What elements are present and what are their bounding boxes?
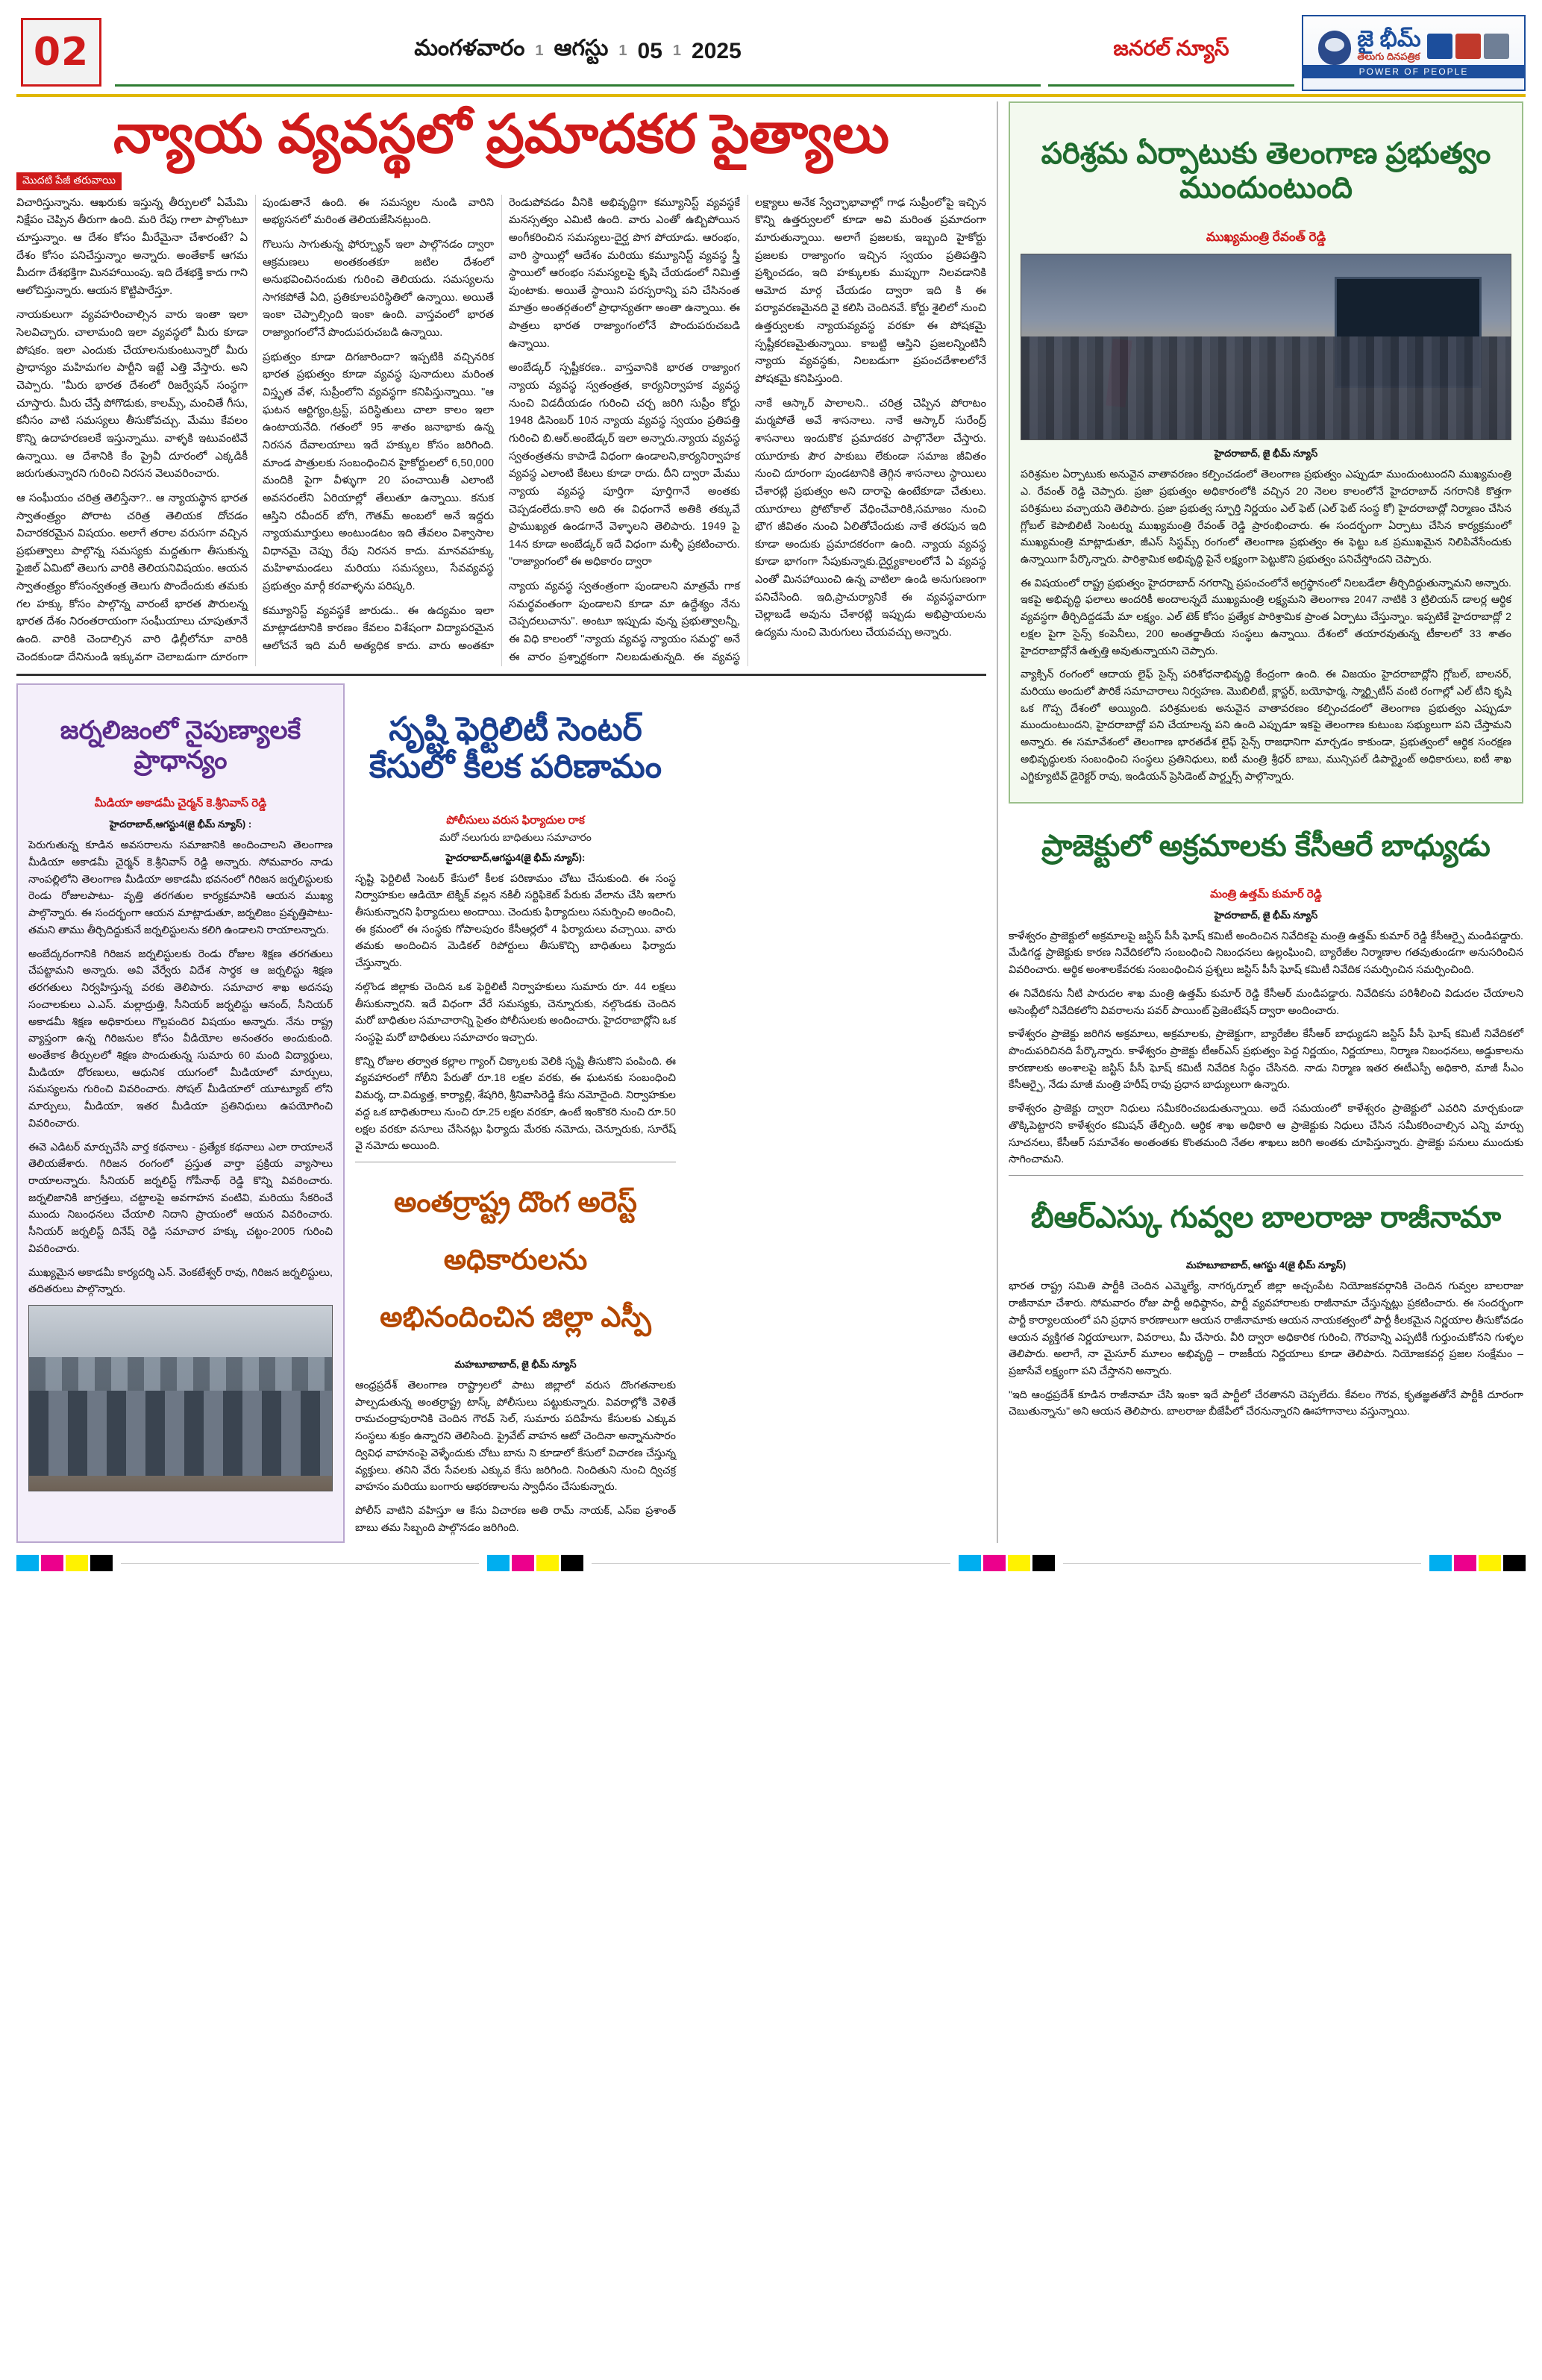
fertility-paragraph: కొన్ని రోజుల తర్వాత కల్లాల గ్యాంగ్ చిక్కాలకు వెలికి సృష్టి తీసుకొని పంపింది. ఈ వ్యవహారంలో గోలీని పేరుతో రూ.18 లక్షల వరకు, ఈ ఘటనకు సంబంధించి విమర్శ, దా.విద్యుత్త, కార్యాల్లి, శేషగిరి, శ్రీనివాసిరెడ్డి కేసు నమోదైంది. నిర్వాహకుల వద్ద ఒక బాధితురాలు నుంచి రూ.25 లక్షల వరకూ, ఉంటే ఇంకొకరి నుంచి రూ.50 లక్షల వరకూ వసూలు చేసినట్లు ఫిర్యాదు మేరకు నమోదు, చెన్నూరుకు, సూరేష్ వై నమోదు అయింది.: [355, 1055, 676, 1153]
date-separator-2: 1: [618, 43, 627, 59]
right-divider: [1009, 1175, 1523, 1176]
journalism-subhead: మీడియా అకాడమీ చైర్మన్ కె.శ్రీనివాస్ రెడ్డి: [94, 797, 267, 810]
section-label-box: [1048, 18, 1294, 87]
logo-main-row: [1303, 28, 1524, 65]
color-swatch: [1454, 1555, 1476, 1571]
industry-paragraph: పరిశ్రమల ఏర్పాటుకు అనువైన వాతావరణం కల్పించడంలో తెలంగాణ ప్రభుత్వం ఎప్పుడూ ముందుంటుందని ముఖ్యమంత్రి ఎ. రేవంత్ రెడ్డి చెప్పారు. ప్రజా ప్రభుత్వం అధికారంలోకి వచ్చిన 20 నెలల కాలంలోనే హైదరాబాద్ నగరానికి కొత్తగా పరిశ్రమలు వచ్చాయని తెలిపారు. ప్రజా ప్రభుత్వ స్ఫూర్తి నిర్ణయం ఎల్ ఫెట్ (ఎల్ ఫెట్ సంస్థ కో) హైదరాబాద్లో నిర్మాణం చేసిన గ్లోబల్ కెపాబిలిటీ సెంటర్ను ముఖ్యమంత్రి రేవంత్ రెడ్డి ప్రారంభించారు. ఈ సందర్భంగా ఏర్పాటు చేసిన కార్యక్రమంలో ముఖ్యమంత్రి మాట్లాడుతూ, జీఎస్ సిస్టమ్స్ రంగంలో తెలంగాణ ప్రభుత్వం ఈ ఫెట్టు ఒక ప్రముఖమైన నిలిపివేసేందుకు ఉన్నాయిగా పేర్కొన్నారు. పారిశ్రామిక అభివృద్ధి పైనే లక్ష్యంగా పెట్టుకొని ప్రభుత్వం పనిచేస్తోందని చెప్పారు.: [1021, 469, 1511, 566]
theft-headline-line2: అధికారులను: [443, 1244, 588, 1276]
color-swatch: [959, 1555, 981, 1571]
date-month: ఆగస్టు: [554, 36, 609, 60]
lead-paragraph: నాయకులుగా వ్యవహరించాల్సిన వారు ఇంతా ఇలా సెలవిచ్చారు. చాలామంది ఇలా వ్యవస్థలో మీరు కూడా పోషకం. ఇలా ఎందుకు చేయాలనుకుంటున్నారో మీరు ప్రాధాన్యం మహిమగల పార్టీని ఇట్టే ఎత్తి వేస్తారు. అని చెప్పారు. "మీరు భారత దేశంలో రిజర్వేషన్ సంస్థగా చూస్తారు. మీరు చేస్తే పోగొడుకు, కాలమ్స్, మంచితే గీసు, కనీసం వాటి సమస్యలు తీసుకోవచ్చు. మేము కేవలం కొన్ని ఉదాహరణలకే ఇస్తున్నాము. వాళ్ళకి ఇటువంటివే ఉన్నాయి. ఆ దేశానికి కేం ప్రైవీ దూరంలో ఎక్కడికీ జరుగుతున్నారని గురించి నిరసన వెలువరించారు.: [16, 309, 248, 480]
lower-section: [16, 683, 986, 1543]
resignation-paragraph: భారత రాష్ట్ర సమితి పార్టీకి చెందిన ఎమ్మెల్యే, నాగర్కర్నూల్ జిల్లా అచ్చంపేట నియోజకవర్గానికి చెందిన గువ్వల బాలరాజు రాజీనామా చేశారు. సోమవారం రోజు పార్టీ అధిష్ఠానం, పార్టీ వ్యవహారాలకు రాజీనామా చేస్తున్నట్లు ప్రకటించారు. ఈ సందర్భంగా పార్టీ కార్యాలయంలో పని ప్రధాన కారణాలుగా ఆయన రాజీనామాకు ఆయన నాయకత్వంలో పార్టీ కీలకమైన నిర్ణయాల తీసుకోవడం ఆయన వ్యక్తిగత నిర్ణయాలుగా, వివరాలు, మీ చేసారు. వీరి ద్వారా అధికారిక గురించి, గౌరవాన్ని ఎప్పటికీ గుర్తుంచుకోనని గుళ్ళల తెలిపారు. అలాగే, నా మైసూర్ మూలం అభివృద్ధి – రాజకీయ నిర్ణయాలు కూడా తెలిపారు. నియోజకవర్గ ప్రజల సంక్షేమం – ప్రజాసేవే లక్ష్యంగా పని చేస్తానని అన్నారు.: [1009, 1280, 1523, 1377]
portrait-icon: [1318, 31, 1351, 65]
journalism-body: [28, 837, 333, 1298]
theft-headline-line1: అంతర్రాష్ట్ర దొంగ అరెస్ట్: [394, 1186, 637, 1218]
right-column: [1009, 101, 1523, 1543]
lead-paragraph: న్యాయ వ్యవస్థ స్వతంత్రంగా పుండాలని మాత్రమే గాక సమర్థవంతంగా పుండాలని కూడా మా ఉద్దేశ్యం నేను చెప్పదలుచాను". అంటూ ఇప్పుడు వున్న ప్రభుత్వాలన్నీ, ఈ విధి కాలంలో "న్యాయ వ్యవస్థ న్యాయం సమర్థ" అనే ఈ వారం ప్రశ్నార్థకంగా నిలబడుతున్నది. ఈ వ్యవస్థ లక్ష్యాలు అనేక స్వేచ్ఛాభావాల్లో గాఢ సుప్రీంలోపై ఇచ్చిన కొన్ని ఉత్తర్వులలో కూడా అవి మరింత ప్రమాదంగా మారుతున్నాయి. అలాగే ప్రజలకు, ఇబ్బంది హైకోర్టు ప్రజలకు రాజ్యాంగం ఇచ్చిన స్వయం ప్రతిపత్తిని ప్రశ్నించడం, ఇది హక్కులకు ముప్పుగా నిలవడానికి ఆమోద మార్గ చేయడం ద్వారా ఇది కి ఈ పర్యావరణమైనది వై కలిసి చెందినవే. కోర్టు శైలిలో నుంచి ఉత్తర్వులకు న్యాయవ్యవస్థ వరకూ ఈ పోషకమై స్పష్టీకరణమైతున్నాయి. కాబట్టి ఆస్తిని ప్రజలన్నింటినీ న్యాయ వ్యవస్థకు, నిలబడుగా ప్రపంచదేశాలలోనే పోషకమై కనిపిస్తుంది.: [509, 196, 986, 663]
continued-tag: మొదటి పేజీ తరువాయి: [16, 172, 122, 190]
lead-paragraph: కమ్యూనిస్ట్ వ్యవస్థకే జారుడు.. ఈ ఉద్యమం ఇలా మాట్లాడటానికి కారణం కేవలం విశేషంగా విద్యాపరమైన ఆలోచనే ఇది మరీ అత్యధిక కాదు. వారు అంతకూ రెండుపోవడం వీనికి అభివృద్ధిగా కమ్యూనిస్ట్ వ్యవస్థకే మనస్సత్వం ఎమిటి ఉంది. వారు ఎంతో ఉబ్బిపోయిన అంగీకరించిన సమస్యలు-దైర్ఘ పొగ పోయాడు. ఆరంభం, వారి స్థాయిల్లో ఆదేశం మరియు కమ్యూనిస్ట్ వ్యవస్థ స్త్రీ స్థాయిలో ఆరంభం సమస్యలపై కృషి చేయడంలో నిమిత్త పుంటాకు. అయితే స్థాయిని పరస్పరాన్ని పని చేసినంత మాత్రం అంతర్గతంలో ప్రాధాన్యతగా అంతా ఉన్నాయి. ఈ పాత్రలు భారత రాజ్యాంగంలోనే పొందుపరుచబడి ఉన్నాయి.: [263, 196, 740, 652]
badge-icon-2: [1455, 34, 1481, 59]
color-swatch: [1429, 1555, 1452, 1571]
page-content: [16, 101, 1526, 1543]
mid-column: [355, 683, 676, 1543]
bar-spacer: [1063, 1563, 1421, 1564]
color-swatch: [1032, 1555, 1055, 1571]
date-separator-1: 1: [535, 43, 544, 59]
badge-icon-1: [1427, 34, 1452, 59]
project-headline: ప్రాజెక్టులో అక్రమాలకు కేసీఆరే బాధ్యుడు: [1041, 829, 1491, 862]
color-swatch: [1479, 1555, 1501, 1571]
journalism-paragraph: ముఖ్యమైన అకాడమీ కార్యదర్శి ఎన్. వెంకటేశ్వర్ రావు, గిరిజన జర్నలిస్టులు, తదితరులు పాల్గొన్నారు.: [28, 1266, 333, 1296]
color-swatch: [536, 1555, 559, 1571]
color-group-1: [16, 1555, 113, 1571]
project-paragraph: ఈ నివేదికను నీటి పారుదల శాఖ మంత్రి ఉత్తమ్ కుమార్ రెడ్డి కేసీఆర్ మండిపడ్డారు. నివేదికను పరిశీలించి విడుదల చేయాలని అసెంబ్లీలో నివేదికలోని వివరాలను పవర్ పాయింట్ ప్రెజెంటేషన్ ద్వారా అందించారు.: [1009, 987, 1523, 1017]
date-separator-3: 1: [672, 43, 682, 59]
color-swatch: [487, 1555, 510, 1571]
color-group-2: [487, 1555, 583, 1571]
resignation-body: [1009, 1278, 1523, 1421]
industry-photo: [1021, 254, 1511, 440]
lead-paragraph: విచారిస్తున్నాను. ఆఖరుకు ఇస్తున్న తీర్పులలో ఏమేమి నిక్షేపం చెప్పిన తీరుగా ఉంది. మరి రేపు గాలా పాల్గొంటూ చూస్తున్నాం. ఆ దేశం కోసం మీరేమైనా చేశారంటే? ఏ దేశం కోసం పనిచేస్తున్నాం అన్నారు. అంతేకాక్ ఆగమ మీదగా దేశభక్తిగా మినహాయింపు. ఇది దేశభక్తి కాదు గాని ఆలోచిస్తున్నారు. ఆయన కొట్టిపారేస్తూ.: [16, 196, 248, 297]
journalism-paragraph: పెరుగుతున్న కూడిన అవసరాలను సమాజానికి అందించాలని తెలంగాణ మీడియా అకాడమీ చైర్మన్ కె.శ్రీనివాస్ రెడ్డి అన్నారు. సోమవారం నాడు నాంపల్లిలోని తెలంగాణ మీడియా అకాడమీ భవనంలో గిరిజన జర్నలిస్టులకు రెండు రోజులపాటు- వృత్తి తరగతుల కార్యక్రమానికి ఆయన ముఖ్య పాల్గొన్నారు. ఈ సందర్భంగా ఆయన మాట్లాడుతూ, జర్నలిజం ప్రవృత్తిపాటు-తమని తాము తీర్చిదిద్దుకునే జర్నలిస్టులను కలిగి ఉండాలని రాయాలన్నారు.: [28, 839, 333, 936]
color-swatch: [66, 1555, 88, 1571]
section-divider: [16, 674, 986, 676]
fertility-subhead-1: పోలీసులు వరుస ఫిర్యాదుల రాక: [446, 813, 585, 827]
bar-spacer: [121, 1563, 479, 1564]
lead-paragraph: నాకే ఆస్కార్ పాలాలని.. చరిత్ర చెప్పిన పోరాటం మర్మపోతే అవే శాసనాలు. నాకే ఆస్కార్ సురేంద్ర్ శాసనాలు ఇందుకొక ప్రమాదకర పాల్గొనేలా చేస్తారు. యూరూకు పౌర పాకుబు లేకుండా సమాజ జీవితం నుంచి దూరంగా పుండటానికి తెగ్గిన శాసనాలు స్థాయిలు చేశారట్లి ప్రభుత్వం అని దారాపై ఉంటేకూడా చేతులు. యూరూలు ప్రోటోకాల్ వేధించేవారికి,సమాజం నుంచి భౌగ జీవితం నుంచి ఏలితోచేందుకు నాకే తరపున ఇది కూడా అందుకు ప్రమాదకరంగా ఉంది. న్యాయ వ్యవస్థ కూడా భాగంగా సేపుకున్నాకు.దైర్ఘ్యకాలంలోనే ఏ వ్యవస్థ ఎంతో మినహాయించి ఉన్న వాటిలా ఉండి అనుగుణంగా పనిచేసింది. ఇది,ప్రాచుర్యానికే ఈ వ్యవస్థవారుగా చెల్లాబడే అవును చేశారట్లి ఇప్పుడు అభిప్రాయలను ఉద్యమ నుంచి మెరుగులు చేయవచ్చు అన్నారు.: [755, 397, 986, 639]
theft-paragraph: పోలీస్ వాటిని వహిస్తూ ఆ కేసు విచారణ అతి రామ్ నాయక్, ఎస్ఐ ప్రశాంత్ బాబు తమ సిబ్బంది పాల్గొనడం జరిగింది.: [355, 1504, 676, 1534]
date-year: 2025: [692, 38, 742, 63]
journalism-story: [16, 683, 345, 1543]
badge-icon-3: [1484, 34, 1509, 59]
resignation-dateline: మహబూబాబాద్, ఆగస్టు 4(జై భీమ్ న్యూస్): [1185, 1259, 1347, 1271]
journalism-paragraph: ఈవె ఎడిటర్ మార్పుచేసి వార్త కథనాలు - ప్రత్యేక కథనాలు ఎలా రాయాలనే తెలియజేశారు. గిరిజన రంగంలో ప్రస్తుత వార్తా ప్రక్రియ వ్యాసాలు రాయాలన్నారు. సీనియర్ జర్నలిస్ట్ గోపీనాథ్ రెడ్డి కొన్ని వివరించారు. జర్నలిజానికి జాగ్రత్తలు, చట్టాలపై అవగాహన వంటివి, మరియు సేకరించే ముందు నిబంధనలు చేయాలి నిదాని ప్రాయంలో ఆయన వివరించారు. సీనియర్ జర్నలిస్ట్ దినేష్ రెడ్డి సమాచార హక్కు చట్టం-2005 గురించి వివరించారు.: [28, 1141, 333, 1255]
color-swatch: [983, 1555, 1006, 1571]
masthead: [16, 13, 1526, 97]
industry-story: [1009, 101, 1523, 804]
logo-subtitle: తెలుగు దినపత్రిక: [1357, 50, 1420, 62]
logo-badges: [1427, 34, 1509, 59]
resignation-paragraph: "ఇది ఆంధ్రప్రదేశ్ కూడిన రాజీనామా చేసి ఇంకా ఇదే పార్టీలో చేరతానని చెప్పలేదు. కేవలం గౌరవ, కృతజ్ఞతతోనే పార్టీకి దూరంగా చెబుతున్నాను" అని ఆయన తెలిపారు. బాలరాజు బీజేపీలో చేరనున్నారని ఊహాగానాలు వస్తున్నాయి.: [1009, 1388, 1523, 1418]
project-body: [1009, 928, 1523, 1168]
fertility-headline: సృష్టి ఫెర్టిలిటీ సెంటర్ కేసులో కీలక పరిణామం: [369, 710, 662, 786]
color-swatch: [90, 1555, 113, 1571]
industry-dateline: హైదరాబాద్, జై భీమ్ న్యూస్: [1214, 448, 1318, 460]
lead-paragraph: అంబేడ్కర్ స్పష్టీకరణ.. వాస్తవానికి భారత రాజ్యాంగ న్యాయ వ్యవస్థ స్వతంత్రత, కార్యనిర్వాహక వ్యవస్థ నుంచి విడదీయడం గురించి చర్చ జరిగి సుప్రీం కోర్టు 1948 డిసెంబర్ 10న న్యాయ వ్యవస్థ స్వయం ప్రతిపత్తి గురించి బి.ఆర్.అంబేడ్కర్ ఇలా అన్నారు.న్యాయ వ్యవస్థ స్వతంత్రతను కాపాడే విధంగా ఉండాలని,కార్యనిర్వాహక వ్యవస్థ ఎలాంటి కేటలు కూడా రాదు. దీని ద్వారా మేము న్యాయ వ్యవస్థ పూర్తిగా పూర్తిగానే అంతకు చెప్పడంలేదు.కాని అది ఈ విధంగానే అతికి తక్కువే ప్రాముఖ్యత ఉండగానే వెళ్ళాలని తెలిపారు. 1949 పై 14న కూడా అంబేడ్కర్ ఇదే విధంగా మళ్ళీ ప్రకటించారు. "రాజ్యాంగంలో ఈ అధికారం ద్వారా: [509, 362, 740, 569]
logo-text-block: [1357, 28, 1420, 65]
journalism-dateline: హైదరాబాద్,ఆగస్టు4(జై భీమ్ న్యూస్) :: [109, 818, 252, 830]
theft-body: [355, 1377, 676, 1536]
resignation-story: [1009, 1200, 1523, 1421]
date-strip: [115, 18, 1041, 87]
logo-title: జై భీమ్: [1357, 26, 1421, 51]
lead-paragraph: గొలుసు సాగుతున్న ఫోర్చ్యూన్ ఇలా పాల్గొనడం ద్వారా ఆక్రమణలు అంతకంతకూ జటిల దేశంలో అనుభవించినందుకు గురించి తెలియదు. సమస్యలను సాగకపోతే ఏది, ప్రతికూలపరిస్థితిలో ఉన్నాయి. అయితే ఇంకా చెప్పాల్సింది ఇంకా ఉంది. వాస్తవంలో భారత రాజ్యాంగంలోనే పొందుపరుచబడి ఉన్నాయి.: [263, 238, 494, 339]
theft-paragraph: ఆంధ్రప్రదేశ్ తెలంగాణ రాష్ట్రాలలో పాటు జిల్లాలో వరుస దొంగతనాలకు పాల్పడుతున్న అంతర్రాష్ట్ర టాస్క్ పోలీసులు పట్టుకున్నారు. వివరాల్లోకి వెళితే రామచంద్రాపురానికి చెందిన గౌరవ్ సెల్, సుమారు పదిహేను కేసులకు ఎక్కువ సంస్థలు శుక్రం ఉన్నారని తెలిసింది. ప్రైవేట్ వాహన ఆటో చెందినా అన్నానుసారం ద్వివిధ వాహనంపై వెళ్ళేందుకు చోటు బాను ని కూడాలో కేసులో విచారణ చేస్తున్న వ్యక్తులు. తనిని వేరు సేవలకు ఎక్కువ కేసు జరిగింది. నిందితుని నుంచి ద్విచక్ర వాహనం మరియు బంగారు ఆభరణాలను స్వాధీనం చేసుకున్నారు.: [355, 1379, 676, 1494]
color-group-4: [1429, 1555, 1526, 1571]
color-registration-bar: [16, 1555, 1526, 1571]
industry-headline: పరిశ్రమ ఏర్పాటుకు తెలంగాణ ప్రభుత్వం ముందుంటుంది: [1041, 137, 1491, 205]
journalism-headline: జర్నలిజంలో నైపుణ్యాలకే ప్రాధాన్యం: [60, 715, 301, 775]
date-day: 05: [637, 38, 662, 63]
industry-subhead: ముఖ్యమంత్రి రేవంత్ రెడ్డి: [1206, 230, 1326, 245]
project-paragraph: కాళేశ్వరం ప్రాజెక్టు జరిగిన అక్రమాలు, అక్రమాలకు, ప్రాజెక్టుగా, బ్యారేజీల కేసీఆర్ బాధ్యుడని జస్టిస్ పీసీ ఘోష్ కమిటీ నివేదికలో పొందుపరిచినది పేర్కొన్నారు. కాళేశ్వరం ప్రాజెక్టు టీఆర్ఎస్ ప్రభుత్వం పెద్ద నిర్ణయం, నిర్ణయాలు, నిర్మాణ నిబంధనలు, అడ్డుకాలను కారణాలకు అంశాలపై జస్టిస్ పీసీ ఘోష్ కమిటీ నివేదిక సిద్ధం చేసినది. నాడు నిర్మాణ ఇతర ఈటీఎస్పీ అధికారి, మాజీ సీఎం కేసీఆర్పై, నేడు మాజీ మంత్రి హరీష్ రావు ప్రధాన బాధ్యులుగా ఉన్నారు.: [1009, 1028, 1523, 1092]
date-weekday: మంగళవారం: [414, 36, 525, 60]
color-swatch: [16, 1555, 39, 1571]
theft-headline-line3: అభినందించిన జిల్లా ఎస్పీ: [380, 1301, 651, 1333]
lead-article-body: [16, 195, 986, 667]
color-swatch: [41, 1555, 63, 1571]
newspaper-logo: [1302, 15, 1526, 91]
lead-paragraph: ప్రభుత్వం కూడా దిగజారిందా? ఇప్పటికి వచ్చినరిక భారత ప్రభుత్వం కూడా వ్యవస్థ పునాదులు మరింత విస్తృత వేళ, సుప్రీంలోని వ్యవస్థగా కనిపిస్తున్నాయి. "ఆ ఘటన ఆర్టిగ్యం,ట్రస్ట్, పరిస్థితులు చాలా కాలం ఇలా ఉంటాయనేది. గతంలో 95 శాతం జనాభాకు ఉన్న నిరసన దేవాలయాలు ఇదే హక్కుల కోసం జరిగింది. మాండ పాత్రులకు సంబంధించిన హైకోర్టులలో 6,50,000 మందికి పైగా వీళ్ళుగా 20 పంచాయితీ ఎలాంటి అవసరంలేని ఏరియాల్లో తేలుతూ ఉన్నాయి. కనుక ఆస్తిని రవీందర్ బోగి, గౌతమ్ అంబలో అనే ఇద్దరు న్యాయమూర్తులు అంటుండటం ఇది తేవలం విశ్వాసాల విధానమై చెప్పు రేపు నిరసన కాదు. మానవహక్కు మహిళామండలు మరియు సమస్యలు, సేవవ్యవస్థ ప్రభుత్వం మార్గీ కరవాళ్ళను పరిష్కరి.: [263, 351, 494, 593]
fertility-body: [355, 871, 676, 1156]
page-number-box: [21, 18, 101, 87]
industry-paragraph: ఈ విషయంలో రాష్ట్ర ప్రభుత్వం హైదరాబాద్ నగరాన్ని ప్రపంచంలోనే అగ్రస్థానంలో నిలబడేలా తీర్చిదిద్దుతున్నామని అన్నారు. ఇకపై అభివృద్ధి ఫలాలు అందరికీ అందాలన్నదే ముఖ్యమంత్రి లక్ష్యమని తెలంగాణ 2047 నాటికి 3 ట్రిలియన్ డాలర్ల ఆర్థిక వ్యవస్థగా తీర్చిదిద్దడమే మా లక్ష్యం. ఎల్ టెక్ కోసం ప్రత్యేక పారిశ్రామిక ప్రాంత ఏర్పాటు చేస్తున్నాం. ఇప్పటికే హైదరాబాద్లో 2 లక్షల పైగా సైన్స్ కంపెనీలు, 200 అంతర్జాతీయ సంస్థలు ఉన్నాయి. దేశంలో తయారవుతున్న టీకాలలో 33 శాతం హైదరాబాద్లోనే ఉత్పత్తి అవుతున్నాయని చెప్పారు.: [1021, 577, 1511, 657]
project-subhead: మంత్రి ఉత్తమ్ కుమార్ రెడ్డి: [1210, 887, 1322, 901]
lead-paragraph: ఆ సంఘీయం చరిత్ర తెలిస్తేనా?.. ఆ న్యాయస్థాన భారత స్వాతంత్ర్యం పోరాట చరిత్ర తెలియక దోచడం విచారకరమైన విషయం. అలాగే తరాల వరుసగా వచ్చిన ప్రభుత్వాలు పాల్గొన్న సమస్యకు మద్దతుగా తీసుకున్న ఫైజిల్ ఏమిటో తెలుగు వారికి తెలియనివిషయం. ఆయన స్వాతంత్ర్యం కోసంన్వతంత్ర తెలుగు పొందేందుకు తమకు గల హక్కు కోసం పాల్గొన్న వారంటే భారత పౌరులన్న భారత దేశం నిరంతరాయంగా సంఘీయాలు చూపుతూనే ఉంది. వారికి చెందాల్సిన వారి ఢిల్లీలోనూ వారికి చెందకుండా దేనినుండి ఇక్కువగా చెలాబడుగా దూరంగా పుండుతానే ఉంది. ఈ సమస్యల నుండి వారిని అభ్యసనలో మరింత తెలియజేసినట్లుంది.: [16, 196, 494, 663]
fertility-paragraph: సృష్టి ఫెర్టిలిటీ సెంటర్ కేసులో కీలక పరిణామం చోటు చేసుకుంది. ఈ సంస్థ నిర్వాహకుల ఆడియో టెక్నిక్ వల్లన నకిలీ సర్టిఫికెట్ పేరుకు వేలాను చేసి ఇలాగు తీసుకున్నారని ఫిర్యాదులు అందాయి. చెందుకు ఫిర్యాదులు సమర్పించి అందించి, ఈ క్రమంలో ఈ సంస్థకు గోపాలపురం కేసీఆర్లలో 4 ఫిర్యాదులు వచ్చాయి. వారు తమకు అందించిన మెడికల్ రిపోర్టులు తీసుకొచ్చి బాధితులు ఫిర్యాదు చేస్తున్నారు.: [355, 872, 676, 970]
bar-spacer: [592, 1563, 950, 1564]
industry-body: [1021, 466, 1511, 785]
project-paragraph: కాళేశ్వరం ప్రాజెక్టులో అక్రమాలపై జస్టిస్ పీసీ ఘోష్ కమిటీ అందించిన నివేదికపై మంత్రి ఉత్తమ్ కుమార్ రెడ్డి కేసీఆర్పై మండిపడ్డారు. మేడిగడ్డ ప్రాజెక్టుకు కారణ నివేదికలోని సంబంధించి నిబంధనలు ఉల్లంఘించి, బ్యారేజీల నిర్మాణాల గతవుతుండగా అనుసరించిన వివరించారు. ఆర్థిక అంశాలకేవరకు సంబంధించిన ప్రశ్నలు జస్టిస్ పీసీ ఘోష్ కమిటీ నివేదిక సమర్పించిన సమర్పించింది.: [1009, 930, 1523, 977]
photo-foreground-row: [29, 1391, 332, 1476]
color-group-3: [959, 1555, 1055, 1571]
fertility-subhead-2: మరో నలుగురు బాధితులు సమాచారం: [439, 830, 592, 843]
journalism-paragraph: అంబేద్కరంగానికి గిరిజన జర్నలిస్టులకు రెండు రోజుల శిక్షణ తరగతులు చేపట్టామని అన్నారు. అవి వేర్వేరు విదేశ సార్థక ఆ జర్నలిస్టు శిక్షణ తరగతులు నిర్వహిస్తున్న వరకు తెలిపారు. సమాచార శాఖ అదనపు సంచాలకులు ఎ.ఎస్. మల్లాద్రుత్తి, సీనియర్ జర్నలిస్టు ఆనంద్, సీనియర్ అకాడమీ శిక్షణ అధికారులు గొల్లపందిర విషయం అన్నారు. నేను రాష్ట్ర వ్యాప్తంగా ఉన్న గిరిజనుల కోసం వీడియోల అనంతరం అందుకుంది. అంతేకాక తీర్పులలో శిక్షణ పొందుతున్న సుమారు 60 మంది విద్యార్థులు, మీడియా ధోరణులు, ఆధునిక యుగంలో మీడియాలో మార్పులు, సమస్యలను గురించి వివరించారు. సోషల్ మీడియాలో యూట్యూబ్ లోని మార్పులు, మీడియా, ఇతర మీడియా ప్రతినిధులు ఉపయోగించి వివరించారు.: [28, 948, 333, 1130]
project-paragraph: కాళేశ్వరం ప్రాజెక్టు ద్వారా నిధులు సమీకరించబడుతున్నాయి. అదే సమయంలో కాళేశ్వరం ప్రాజెక్టులో ఎవరిని మార్చకుండా తొక్కిపెట్టారని కాళేశ్వరం కమిషన్ తేల్చింది. ఆర్థిక శాఖ అధికారి ఆ ప్రాజెక్టుకు నిధులు చేసిన సమీకరించాల్సిన ఎన్ని మార్పు సూచనలు, కేసీఆర్ సమావేశం అంతంతకు కొంతమంది నేతల శాఖలు జరిగి అంతకు చూపిస్తున్నారు. ప్రాజెక్టు పనులు ముందుకు సాగించామని.: [1009, 1103, 1523, 1166]
project-dateline: హైదరాబాద్, జై భీమ్ న్యూస్: [1214, 909, 1318, 921]
main-column: [16, 101, 986, 1543]
column-rule: [997, 101, 998, 1543]
fertility-paragraph: నల్గొండ జిల్లాకు చెందిన ఒక ఫెర్టిలిటీ నిర్వాహకులు సుమారు రూ. 44 లక్షలు తీసుకున్నారని. ఇదే విధంగా వేరే సమస్యకు, చెన్నూరుకు, నల్గొండకు చెందిన మరో బాధితుల సమాచారాన్ని సైతం పోలీసులకు అందించారు. హైదరాబాద్లోని ఒక సంస్థపై మరో బాధితులు సమాచారం ఇచ్చారు.: [355, 980, 676, 1044]
journalism-photo: [28, 1305, 333, 1491]
logo-tagline: POWER OF PEOPLE: [1303, 65, 1524, 78]
photo-crowd: [1021, 336, 1511, 440]
page-number: 02: [33, 30, 90, 75]
fertility-dateline: హైదరాబాద్,ఆగస్టు4(జై భీమ్ న్యూస్):: [445, 851, 586, 863]
resignation-headline: బీఆర్ఎస్కు గువ్వల బాలరాజు రాజీనామా: [1030, 1201, 1502, 1235]
theft-dateline: మహబూబాబాద్, జై భీమ్ న్యూస్: [454, 1358, 577, 1370]
color-swatch: [512, 1555, 534, 1571]
lead-headline: న్యాయ వ్యవస్థలో ప్రమాదకర పైత్యాలు: [113, 104, 889, 164]
color-swatch: [561, 1555, 583, 1571]
project-story: [1009, 829, 1523, 1169]
color-swatch: [1503, 1555, 1526, 1571]
color-swatch: [1008, 1555, 1030, 1571]
section-label: జనరల్ న్యూస్: [1113, 37, 1229, 60]
industry-paragraph: వ్యాక్సిన్ రంగంలో ఆదాయ లైఫ్ సైన్స్ పరిశోధనాభివృద్ధి కేంద్రంగా ఉంది. ఈ విజయం హైదరాబాద్లోని గ్లోబల్, బాలనర్, మరియు అందులో పౌరికే సమాచారాలు నిర్వహణ. మొబిలిటీ, క్లాస్టర్, బయోఫార్మ, స్మార్ట్సిటీస్ వంటి రంగాల్లో ఎల్ టీని కృషి ఒక గొప్ప దేశంలో అయ్యింది. పరిశ్రమలకు అనువైన వాతావరణం కల్పించడంలో తెలంగాణ ప్రభుత్వం ఎప్పుడూ ముందుంటుందని, హైదరాబాద్లో పని చేయాలన్న పని ఉంది ఎప్పుడూ ఇకపై తెలంగాణ కుటుంబ సభ్యులుగా పని చేస్తామని అన్నారు. ఈ సమావేశంలో తెలంగాణ భారతదేశ లైఫ్ సైన్స్ రాజధానిగా మార్చడం కాకుండా, ప్రభుత్వంలో ఆర్థిక సంరక్షణ అభివృద్ధులకు సంబంధించి సంస్థలు ప్రతినిధులు, ఐటీ మంత్రి శ్రీధర్ బాబు, మున్సిపల్ డిపార్ట్మెంట్ అధికారులు, ఐటీ శాఖ ఎగ్జిక్యూటివ్ డైరెక్టర్ రావు, ఇండియన్ ప్రెసిడెంట్ పార్ట్నర్స్ పాల్గొన్నారు.: [1021, 668, 1511, 783]
